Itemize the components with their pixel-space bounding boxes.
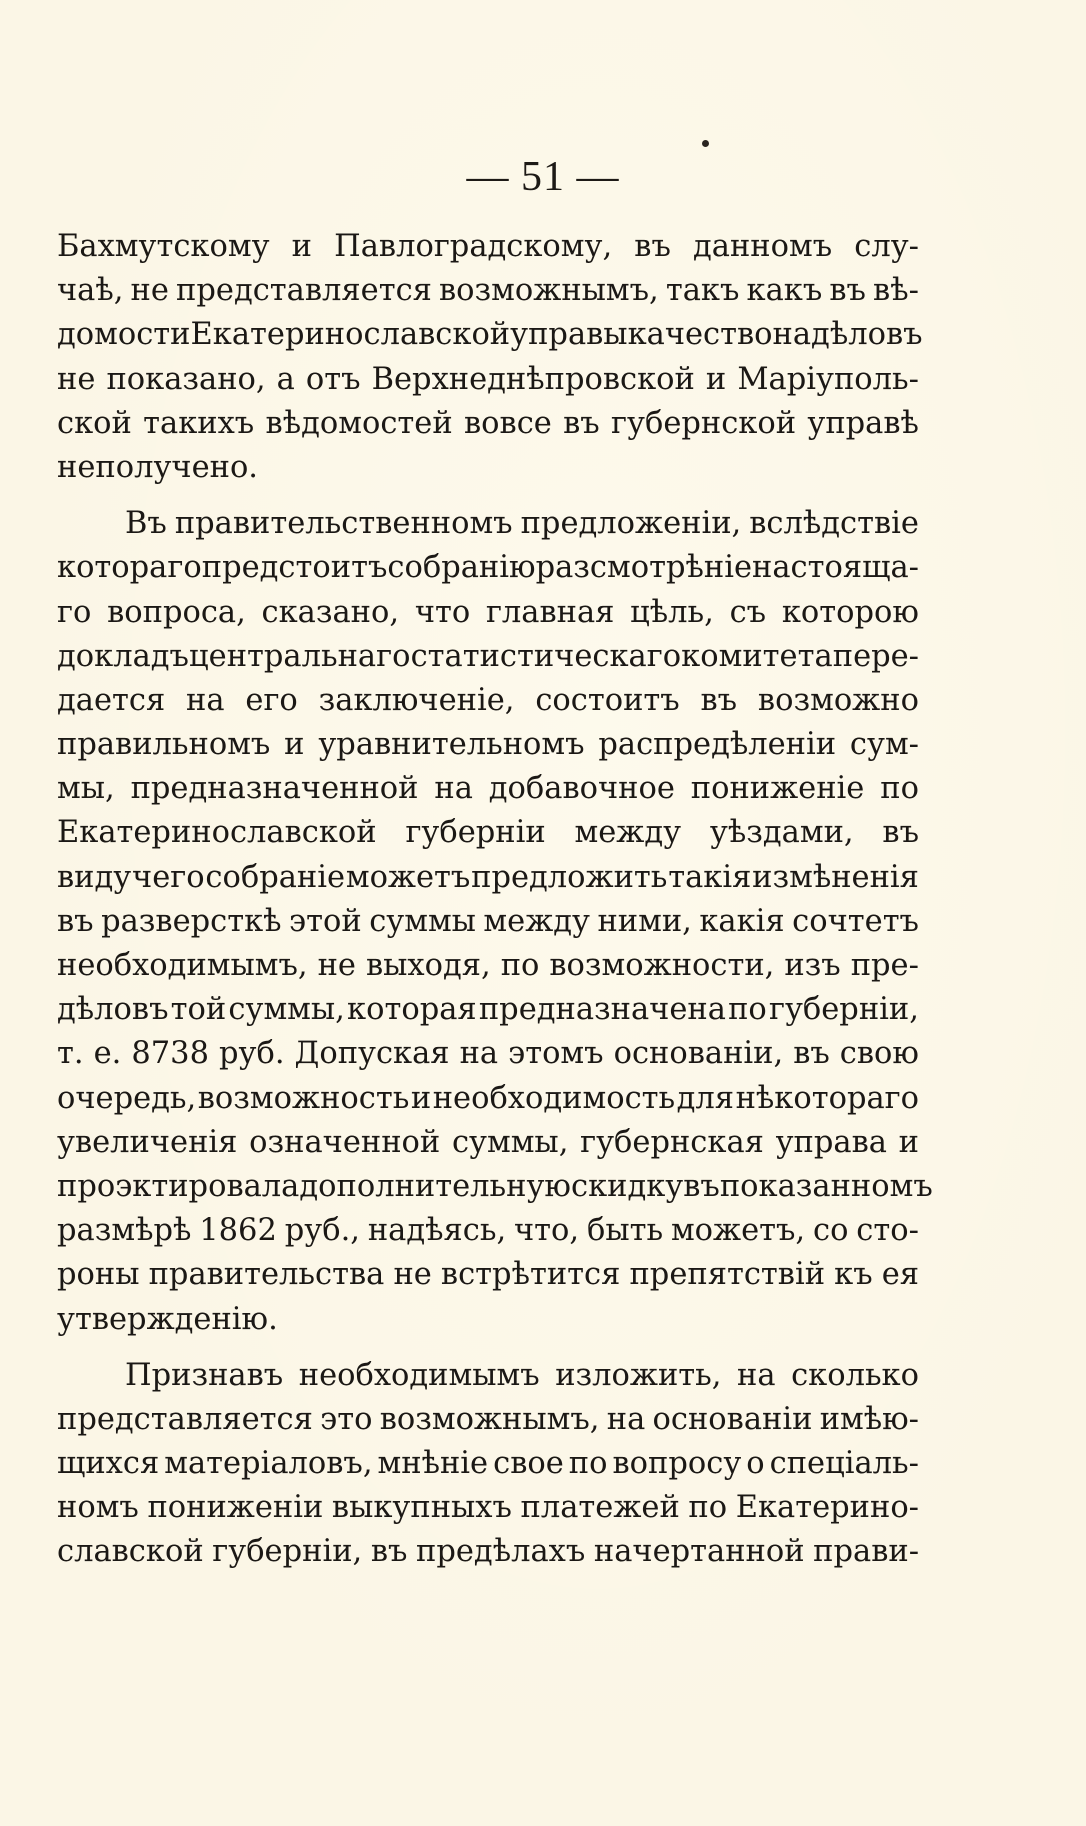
word: платежей <box>520 1490 680 1526</box>
word: цѣль, <box>630 594 714 630</box>
word: качество <box>627 317 773 353</box>
text-line <box>57 1354 919 1398</box>
text-line <box>57 679 919 723</box>
word: необходимымъ <box>298 1357 540 1393</box>
text-line <box>57 1121 919 1165</box>
word: управа <box>775 1124 887 1160</box>
text-line <box>57 358 919 402</box>
word: быть <box>586 1213 664 1249</box>
word: предложеніи, <box>520 506 742 542</box>
word: комитета <box>681 638 833 674</box>
word: Екатеринославской <box>190 317 511 353</box>
word: руб. <box>219 1036 285 1072</box>
word: выходя, <box>365 948 491 983</box>
word: представляется <box>176 273 432 309</box>
word: главная <box>485 594 615 630</box>
word: между <box>574 815 682 851</box>
word: губерніи <box>405 815 546 851</box>
word: на <box>434 771 473 807</box>
word: на <box>186 682 225 718</box>
word: а <box>276 361 295 397</box>
page-number: — 51 — <box>466 154 620 200</box>
word: дополнительную <box>299 1168 571 1204</box>
word: со <box>812 1213 849 1249</box>
word: сум- <box>849 727 919 763</box>
word: чего <box>132 859 205 895</box>
text-line <box>57 635 919 679</box>
word: Екатерино- <box>735 1490 919 1526</box>
paragraph <box>57 225 923 490</box>
text-line <box>57 767 919 811</box>
word: сто- <box>856 1213 919 1249</box>
word: препятствій <box>629 1257 826 1293</box>
word: 1862 <box>199 1213 277 1249</box>
word: сколько <box>791 1357 919 1393</box>
word: заключеніе, <box>318 682 515 718</box>
word: надѣловъ <box>772 317 923 353</box>
word: въ <box>57 903 94 939</box>
word: губерніи, <box>768 992 919 1028</box>
word: той <box>170 992 227 1028</box>
word: управы <box>510 317 628 353</box>
word: возможность <box>197 1080 410 1116</box>
word: въ <box>683 1168 720 1204</box>
word: какъ <box>746 273 823 309</box>
word: по <box>728 992 767 1028</box>
word: не <box>130 273 169 309</box>
body-text <box>57 225 933 1575</box>
word: въ <box>370 1534 408 1570</box>
word: т. <box>57 1036 84 1072</box>
word: которая <box>347 992 477 1028</box>
word: по <box>688 1490 728 1526</box>
word: возможнымъ, <box>379 1401 600 1437</box>
word: пре- <box>850 948 919 983</box>
word: на <box>737 1357 776 1393</box>
text-line <box>57 856 919 900</box>
word: возможности, <box>549 948 775 983</box>
word: въ <box>563 405 600 441</box>
text-line <box>57 1530 919 1574</box>
word: по <box>568 1446 608 1482</box>
word: начертанной <box>593 1534 805 1570</box>
word: дается <box>57 682 166 718</box>
paragraph <box>57 502 933 1342</box>
paragraph <box>57 1354 919 1575</box>
word: пониженіе <box>690 771 865 807</box>
text-line <box>57 723 919 767</box>
word: дѣловъ <box>57 992 169 1028</box>
word: имѣю- <box>819 1401 919 1437</box>
word: ской <box>57 405 132 441</box>
word: можетъ <box>345 859 471 895</box>
word: предѣлахъ <box>416 1534 586 1570</box>
word: и <box>284 727 305 763</box>
word: надѣясь, <box>367 1213 507 1249</box>
paragraph-gap <box>57 490 919 502</box>
word: докладъ <box>57 638 189 674</box>
word: свою <box>839 1036 919 1072</box>
text-line <box>57 1398 919 1442</box>
word: такія <box>668 859 752 895</box>
text-line <box>57 225 919 269</box>
word: выкупныхъ <box>331 1490 512 1526</box>
word: добавочное <box>488 771 675 807</box>
word: данномъ <box>692 229 833 264</box>
word: ними, <box>597 903 692 939</box>
word: возможнымъ, <box>439 273 659 309</box>
word: матеріаловъ, <box>164 1446 373 1482</box>
word: Признавъ <box>125 1357 284 1393</box>
word: на <box>459 1036 499 1072</box>
text-line <box>57 269 919 313</box>
word: управѣ <box>807 405 919 441</box>
text-line <box>57 1298 919 1342</box>
word: что, <box>514 1213 580 1249</box>
text-line <box>57 988 919 1032</box>
word: размѣрѣ <box>57 1213 192 1249</box>
word: получено. <box>95 449 259 485</box>
word: котораго <box>57 550 202 586</box>
word: показанномъ <box>719 1168 933 1204</box>
word: означенной <box>249 1124 441 1160</box>
word: не <box>57 361 96 397</box>
word: можетъ, <box>670 1213 806 1249</box>
word: роны <box>57 1257 140 1293</box>
word: щихся <box>57 1446 160 1482</box>
word: славской <box>57 1534 204 1570</box>
word: не <box>393 1257 432 1293</box>
text-line <box>57 1032 919 1076</box>
word: спеціаль- <box>769 1446 919 1482</box>
word: встрѣтится <box>440 1257 621 1293</box>
word: губернская <box>580 1124 764 1160</box>
word: сочтетъ <box>792 903 919 939</box>
word: въ <box>882 815 919 851</box>
word: номъ <box>57 1490 139 1526</box>
word: пере- <box>832 638 919 674</box>
word: къ <box>834 1257 873 1293</box>
word: и <box>705 361 727 397</box>
word: предложить <box>471 859 668 895</box>
word: увеличенія <box>57 1124 238 1160</box>
word: Екатеринославской <box>57 815 377 851</box>
word: такихъ <box>143 405 255 441</box>
word: Въ <box>125 506 167 542</box>
word: мнѣніе <box>377 1446 489 1482</box>
word: е. <box>93 1036 122 1072</box>
word: собранію <box>387 550 536 586</box>
word: представляется <box>57 1401 313 1437</box>
word: го <box>57 594 92 630</box>
text-line <box>57 1486 919 1530</box>
word: о <box>746 1446 765 1482</box>
word: вопросу <box>612 1446 742 1482</box>
text-line <box>57 1209 919 1253</box>
word: въ <box>829 273 866 309</box>
word: необходимость <box>432 1080 676 1116</box>
word: въ <box>700 682 738 718</box>
word: вѣ- <box>873 273 919 309</box>
word: такъ <box>665 273 740 309</box>
word: по <box>880 771 919 807</box>
word: отъ <box>305 361 361 397</box>
word: какія <box>699 903 785 939</box>
word: домости <box>57 317 191 353</box>
word: центральнаго <box>189 638 411 674</box>
word: это <box>320 1401 373 1437</box>
word: разсмотрѣніе <box>535 550 753 586</box>
word: прави- <box>813 1534 919 1570</box>
word: состоитъ <box>535 682 680 718</box>
word: правительственномъ <box>174 506 513 542</box>
text-line <box>57 944 919 988</box>
word: по <box>500 948 540 983</box>
word: Павлоградскому, <box>334 229 613 264</box>
word: предназначена <box>478 992 726 1028</box>
word: ея <box>881 1257 919 1293</box>
word: изъ <box>784 948 841 983</box>
word: сказано, <box>261 594 400 630</box>
word: виду <box>57 859 132 895</box>
word: не <box>317 948 356 983</box>
word: пониженіи <box>147 1490 324 1526</box>
word: основаніи, <box>613 1036 784 1072</box>
word: вовсе <box>463 405 552 441</box>
word: слу- <box>854 229 919 264</box>
text-line <box>57 1165 933 1209</box>
word: и <box>898 1124 919 1160</box>
text-line <box>57 1442 919 1486</box>
text-line <box>57 591 919 635</box>
word: 8738 <box>131 1036 209 1072</box>
word: между <box>483 903 590 939</box>
word: не <box>57 449 96 485</box>
word: вслѣдствіе <box>749 506 919 542</box>
text-line <box>57 1077 919 1121</box>
word: Бахмутскому <box>57 229 270 264</box>
word: которою <box>781 594 919 630</box>
word: скидку <box>570 1168 684 1204</box>
word: уѣздами, <box>709 815 854 851</box>
word: съ <box>729 594 767 630</box>
word: собраніе <box>205 859 346 895</box>
word: правильномъ <box>57 727 271 763</box>
word: Верхнеднѣпровской <box>371 361 695 397</box>
word: предназначенной <box>130 771 419 807</box>
word: проэктировала <box>57 1168 300 1204</box>
text-line <box>57 313 923 357</box>
word: изложить, <box>555 1357 722 1393</box>
word: настояща- <box>752 550 919 586</box>
word: распредѣленіи <box>598 727 837 763</box>
word: необходимымъ, <box>57 948 308 983</box>
paragraph-gap <box>57 1342 919 1354</box>
word: руб., <box>284 1213 360 1249</box>
text-line <box>57 811 919 855</box>
word: губерніи, <box>212 1534 363 1570</box>
word: статистическаго <box>410 638 682 674</box>
word: для <box>676 1080 735 1116</box>
word: утвержденію. <box>57 1301 278 1337</box>
text-line <box>57 502 919 546</box>
word: Маріуполь- <box>737 361 919 397</box>
word: этомъ <box>508 1036 604 1072</box>
word: и <box>410 1080 432 1116</box>
word: возможно <box>757 682 919 718</box>
word: этой <box>289 903 362 939</box>
word: чаѣ, <box>57 273 124 309</box>
word: правительства <box>148 1257 385 1293</box>
word: мы, <box>57 771 115 807</box>
text-line <box>57 546 919 590</box>
word: измѣненія <box>752 859 919 895</box>
word: губернской <box>611 405 797 441</box>
word: его <box>245 682 298 718</box>
word: вѣдомостей <box>265 405 453 441</box>
word: разверсткѣ <box>101 903 282 939</box>
word: уравнительномъ <box>318 727 585 763</box>
word: предстоитъ <box>201 550 388 586</box>
word: на <box>606 1401 646 1437</box>
word: свое <box>493 1446 564 1482</box>
word: очередь, <box>57 1080 197 1116</box>
word: Допуская <box>294 1036 450 1072</box>
word: показано, <box>106 361 266 397</box>
ink-dot <box>702 140 709 147</box>
word: суммы <box>369 903 476 939</box>
word: въ <box>793 1036 830 1072</box>
text-line <box>57 1253 919 1297</box>
word: основаніи <box>652 1401 813 1437</box>
word: суммы, <box>228 992 345 1028</box>
text-line <box>57 402 919 446</box>
word: въ <box>634 229 671 264</box>
word: и <box>291 229 312 264</box>
word: вопроса, <box>107 594 246 630</box>
word: что <box>414 594 471 630</box>
text-line <box>57 900 919 944</box>
word: нѣкотораго <box>735 1080 919 1116</box>
text-line <box>57 446 919 490</box>
word: суммы, <box>451 1124 569 1160</box>
